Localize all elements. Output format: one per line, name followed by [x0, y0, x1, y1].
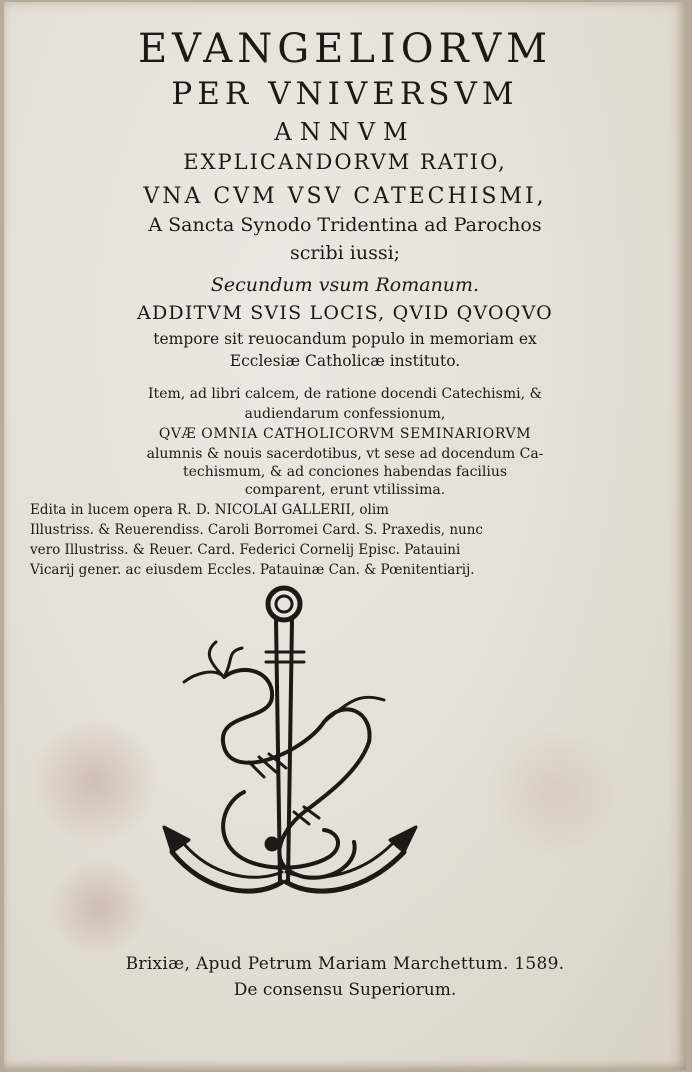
title-line-17: comparent, erunt vtilissima. [244, 482, 446, 498]
title-line-1: EVANGELIORVM [137, 26, 553, 72]
title-line-11: Ecclesiæ Catholicæ instituto. [229, 352, 461, 370]
license-line: De consensu Superiorum. [233, 980, 457, 1000]
title-line-18: Edita in lucem opera R. D. NICOLAI GALLERII, olim [30, 502, 389, 518]
title-line-8: Secundum vsum Romanum. [210, 274, 480, 296]
title-line-16: techismum, & ad conciones habendas facilius [182, 464, 508, 480]
title-line-3: ANNVM [274, 118, 416, 146]
title-line-21: Vicarij gener. ac eiusdem Eccles. Patauinæ Can. & Pœnitentiarij. [30, 562, 475, 578]
title-line-2: PER VNIVERSVM [171, 76, 519, 112]
title-line-15: alumnis & nouis sacerdotibus, vt sese ad docendum Ca- [146, 446, 544, 462]
title-line-5: VNA CVM VSV CATECHISMI, [143, 184, 547, 209]
anchor-dolphin-icon [154, 582, 434, 927]
title-line-4: EXPLICANDORVM RATIO, [183, 150, 507, 174]
title-line-13: audiendarum confessionum, [244, 406, 446, 422]
title-page [4, 2, 686, 1070]
title-line-20: vero Illustriss. & Reuer. Card. Federici Cornelij Episc. Patauini [30, 542, 461, 558]
title-line-19: Illustriss. & Reuerendiss. Caroli Borromei Card. S. Praxedis, nunc [30, 522, 483, 538]
title-line-10: tempore sit reuocandum populo in memoriam ex [153, 330, 537, 348]
title-line-7: scribi iussi; [289, 242, 401, 264]
title-line-6: A Sancta Synodo Tridentina ad Parochos [148, 214, 542, 236]
title-line-14: QVÆ OMNIA CATHOLICORVM SEMINARIORVM [158, 426, 532, 442]
imprint: Brixiæ, Apud Petrum Mariam Marchettum. 1589. [125, 954, 565, 974]
title-line-12: Item, ad libri calcem, de ratione docendi Catechismi, & [148, 386, 542, 402]
title-line-9: ADDITVM SVIS LOCIS, QVID QVOQVO [137, 302, 553, 324]
